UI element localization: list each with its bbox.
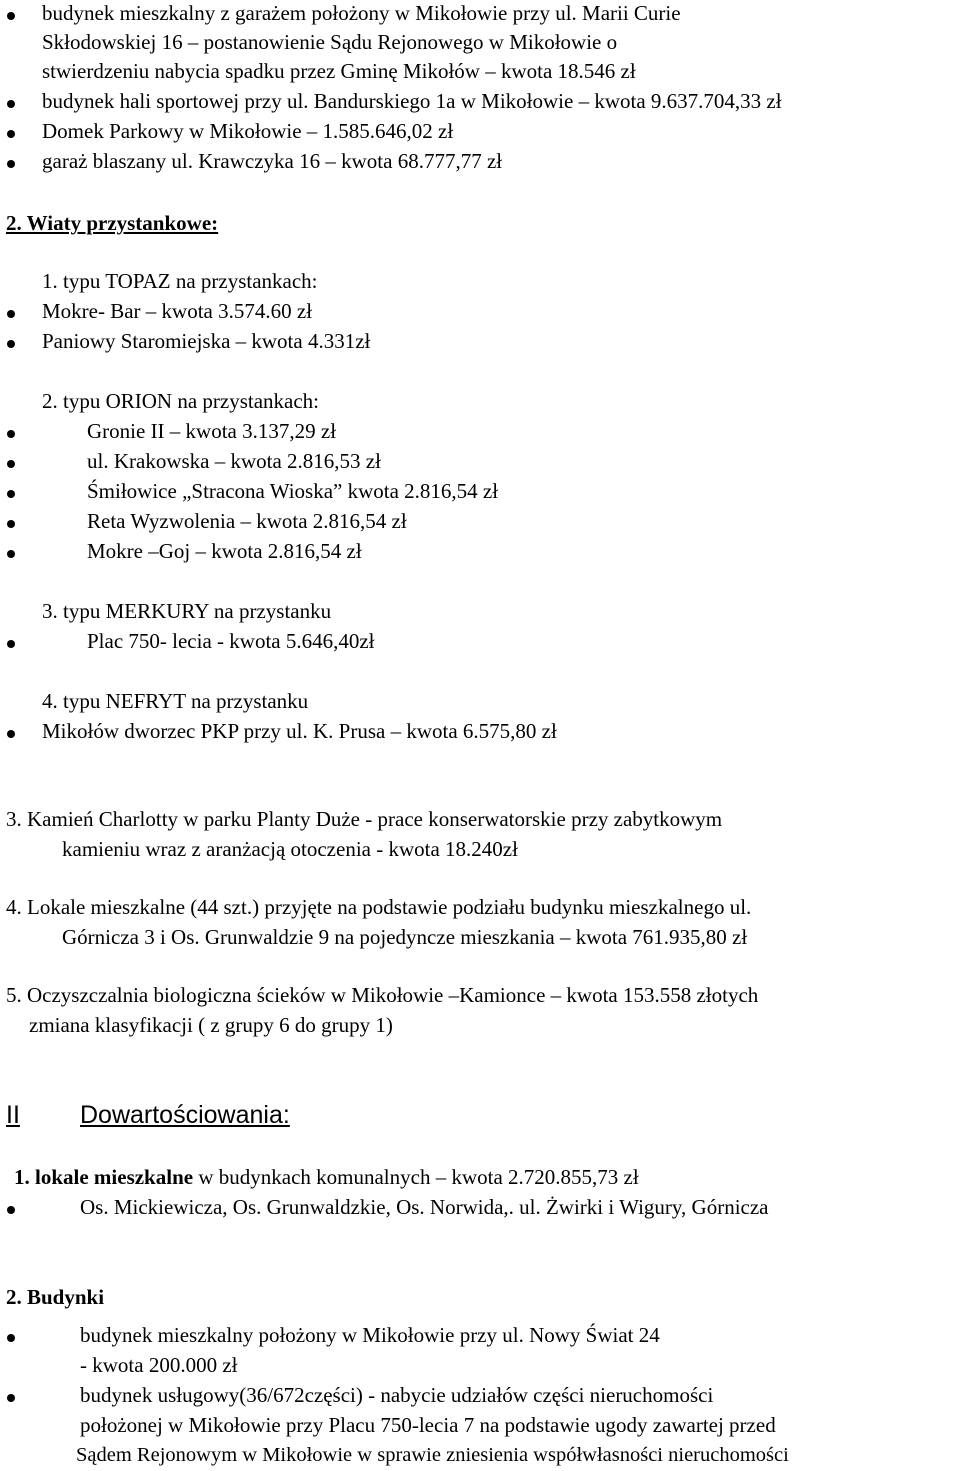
bullet-icon — [7, 730, 15, 738]
budynki-item-1-line1: budynek mieszkalny położony w Mikołowie przy ul. Nowy Świat 24 — [80, 1323, 660, 1347]
topaz-heading: 1. typu TOPAZ na przystankach: — [42, 269, 318, 293]
budynki-item-2-line1: budynek usługowy(36/672części) - nabycie udziałów części nieruchomości — [80, 1383, 714, 1407]
orion-item-3: Śmiłowice „Stracona Wioska” kwota 2.816,54 zł — [87, 479, 499, 503]
item-sports-hall: budynek hali sportowej przy ul. Bandurskiego 1a w Mikołowie – kwota 9.637.704,33 zł — [42, 89, 782, 113]
merkury-heading: 3. typu MERKURY na przystanku — [42, 599, 332, 623]
bullet-icon — [7, 100, 15, 108]
bullet-icon — [7, 310, 15, 318]
bullet-icon — [7, 1206, 15, 1214]
lokale-line — [14, 1164, 639, 1190]
wiaty-heading: 2. Wiaty przystankowe: — [6, 211, 219, 235]
topaz-item-1: Mokre- Bar – kwota 3.574.60 zł — [42, 299, 313, 323]
nefryt-heading: 4. typu NEFRYT na przystanku — [42, 689, 309, 713]
item-4-line1: 4. Lokale mieszkalne (44 szt.) przyjęte na podstawie podziału budynku mieszkalnego ul. — [6, 895, 752, 919]
budynki-item-2-line2: położonej w Mikołowie przy Placu 750-lecia 7 na podstawie ugody zawartej przed — [80, 1413, 776, 1437]
item-garage-building-line1: budynek mieszkalny z garażem położony w Mikołowie przy ul. Marii Curie — [42, 1, 681, 25]
item-3-line2: kamieniu wraz z aranżacją otoczenia - kwota 18.240zł — [62, 837, 518, 861]
lokale-bullet-item: Os. Mickiewicza, Os. Grunwaldzkie, Os. Norwida,. ul. Żwirki i Wigury, Górnicza — [80, 1195, 769, 1219]
item-park-house: Domek Parkowy w Mikołowie – 1.585.646,02 zł — [42, 119, 454, 143]
merkury-item-1: Plac 750- lecia - kwota 5.646,40zł — [87, 629, 375, 653]
item-5-line1: 5. Oczyszczalnia biologiczna ścieków w Mikołowie –Kamionce – kwota 153.558 złotych — [6, 983, 759, 1007]
bullet-icon — [7, 550, 15, 558]
bullet-icon — [7, 520, 15, 528]
bullet-icon — [7, 1394, 15, 1402]
budynki-item-1-line2: - kwota 200.000 zł — [80, 1353, 238, 1377]
bullet-icon — [7, 1334, 15, 1342]
orion-item-2: ul. Krakowska – kwota 2.816,53 zł — [87, 449, 381, 473]
orion-item-5: Mokre –Goj – kwota 2.816,54 zł — [87, 539, 362, 563]
budynki-item-2-line3: Sądem Rejonowym w Mikołowie w sprawie zniesienia współwłasności nieruchomości — [76, 1444, 789, 1466]
section-roman-numeral: II — [6, 1101, 20, 1129]
orion-item-1: Gronie II – kwota 3.137,29 zł — [87, 419, 337, 443]
item-garage-building-line3: stwierdzeniu nabycia spadku przez Gminę Mikołów – kwota 18.546 zł — [42, 59, 636, 83]
bullet-icon — [7, 340, 15, 348]
bullet-icon — [7, 12, 15, 20]
bullet-icon — [7, 640, 15, 648]
bullet-icon — [7, 160, 15, 168]
topaz-item-2: Paniowy Staromiejska – kwota 4.331zł — [42, 329, 371, 353]
bullet-icon — [7, 490, 15, 498]
item-5-line2: zmiana klasyfikacji ( z grupy 6 do grupy 1) — [29, 1013, 393, 1037]
item-4-line2: Górnicza 3 i Os. Grunwaldzie 9 na pojedyncze mieszkania – kwota 761.935,80 zł — [62, 925, 748, 949]
orion-heading: 2. typu ORION na przystankach: — [42, 389, 320, 413]
nefryt-item-1: Mikołów dworzec PKP przy ul. K. Prusa – kwota 6.575,80 zł — [42, 719, 557, 743]
bullet-icon — [7, 130, 15, 138]
item-garage-building-line2: Skłodowskiej 16 – postanowienie Sądu Rejonowego w Mikołowie o — [42, 30, 618, 54]
lokale-bold-label: 1. lokale mieszkalne — [14, 1165, 194, 1189]
orion-item-4: Reta Wyzwolenia – kwota 2.816,54 zł — [87, 509, 407, 533]
bullet-icon — [7, 430, 15, 438]
budynki-heading: 2. Budynki — [6, 1285, 105, 1309]
item-tin-garage: garaż blaszany ul. Krawczyka 16 – kwota 68.777,77 zł — [42, 149, 503, 173]
bullet-icon — [7, 460, 15, 468]
section-title: Dowartościowania: — [80, 1101, 290, 1129]
lokale-rest: w budynkach komunalnych – kwota 2.720.855,73 zł — [193, 1165, 639, 1189]
item-3-line1: 3. Kamień Charlotty w parku Planty Duże - prace konserwatorskie przy zabytkowym — [6, 807, 723, 831]
